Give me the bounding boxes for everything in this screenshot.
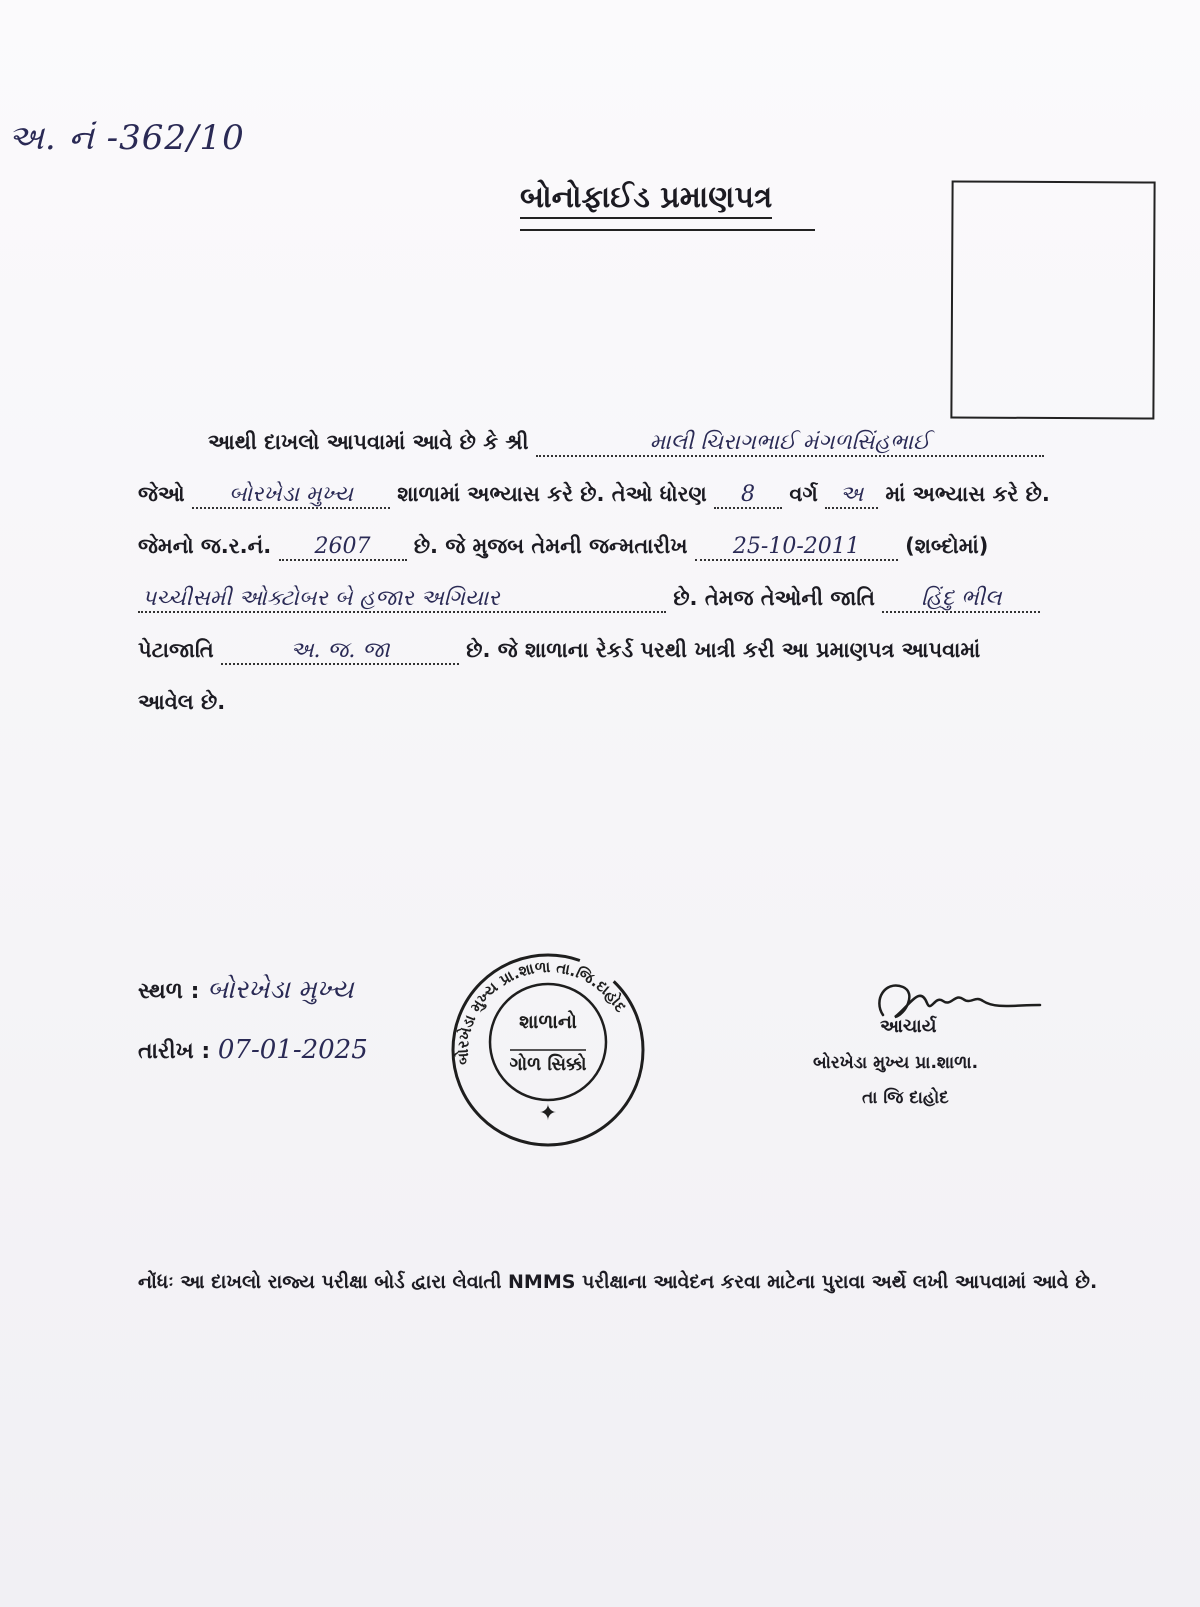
footnote: નોંધઃ આ દાખલો રાજ્ય પરીક્ષા બોર્ડ દ્વારા લેવાતી NMMS પરીક્ષાના આવેદન કરવા માટેના પુરાવા અર્થે લખી આપવામાં આવે છે. bbox=[138, 1271, 1098, 1293]
place-line bbox=[138, 975, 354, 1006]
date-label: તારીખ : bbox=[138, 1039, 211, 1064]
jeo-text: જેઓ bbox=[138, 482, 185, 506]
subcaste-label: પેટાજાતિ bbox=[138, 638, 214, 662]
standard-value: 8 bbox=[714, 482, 782, 509]
photo-box bbox=[950, 180, 1155, 419]
body-line-5 bbox=[138, 638, 1158, 690]
body-line-2 bbox=[138, 482, 1158, 534]
principal-title: આચાર્ય bbox=[880, 1016, 937, 1037]
school-name-line: બોરખેડા મુખ્ય પ્રા.શાળા. bbox=[813, 1053, 979, 1073]
body-line-6 bbox=[138, 690, 1158, 742]
intro-text: આથી દાખલો આપવામાં આવે છે કે શ્રી bbox=[208, 430, 529, 454]
title-double-underline bbox=[520, 229, 815, 231]
studies-at-text: શાળામાં અભ્યાસ કરે છે. તેઓ ધોરણ bbox=[397, 482, 707, 506]
place-label: સ્થળ : bbox=[138, 979, 200, 1004]
in-words-label: (શબ્દોમાં) bbox=[905, 534, 989, 558]
school-seal-stamp bbox=[448, 950, 648, 1150]
date-line bbox=[138, 1035, 368, 1065]
caste-value: હિંદુ ભીલ bbox=[882, 586, 1040, 613]
place-value: બોરખેડા મુખ્ય bbox=[207, 975, 354, 1005]
birth-label: છે. જે મુજબ તેમની જન્મતારીખ bbox=[413, 534, 688, 558]
seal-line-1: શાળાનો bbox=[519, 1011, 577, 1033]
birth-date: 25-10-2011 bbox=[695, 534, 898, 561]
subcaste-value: અ. જ. જા bbox=[221, 638, 459, 665]
certificate-body bbox=[138, 430, 1158, 742]
division-value: અ bbox=[825, 482, 878, 509]
seal-line-2: ગોળ સિક્કો bbox=[509, 1054, 587, 1075]
gr-number: 2607 bbox=[279, 534, 407, 561]
certificate-title: બોનોફાઈડ પ્રમાણપત્ર bbox=[520, 180, 772, 219]
varg-label: વર્ગ bbox=[789, 482, 818, 506]
student-name: માલી ચિરાગભાઈ મંગળસિંહભાઈ bbox=[536, 430, 1044, 457]
body-line-3 bbox=[138, 534, 1158, 586]
body-line-4 bbox=[138, 586, 1158, 638]
seal-star-icon: ✦ bbox=[538, 1101, 558, 1126]
studies-suffix: માં અભ્યાસ કરે છે. bbox=[885, 482, 1050, 506]
gr-label: જેમનો જ.ર.નં. bbox=[138, 534, 272, 558]
school-name: બોરખેડા મુખ્ય bbox=[192, 482, 390, 509]
reference-number: અ. નં -362/10 bbox=[8, 118, 245, 158]
birth-date-words: પચ્ચીસમી ઓક્ટોબર બે હજાર અગિયાર bbox=[138, 586, 666, 613]
body-line-1 bbox=[138, 430, 1158, 482]
record-text: છે. જે શાળાના રેકર્ડ પરથી ખાત્રી કરી આ પ્રમાણપત્ર આપવામાં bbox=[466, 638, 981, 662]
district-line: તા જિ દાહોદ bbox=[862, 1088, 949, 1108]
seal-ring-text: બોરખેડા મુખ્ય પ્રા.શાળા તા.જિ.દાહોદ bbox=[453, 957, 630, 1066]
date-value: 07-01-2025 bbox=[217, 1035, 368, 1065]
caste-label: છે. તેમજ તેઓની જાતિ bbox=[673, 586, 875, 610]
closing-text: આવેલ છે. bbox=[138, 690, 226, 714]
